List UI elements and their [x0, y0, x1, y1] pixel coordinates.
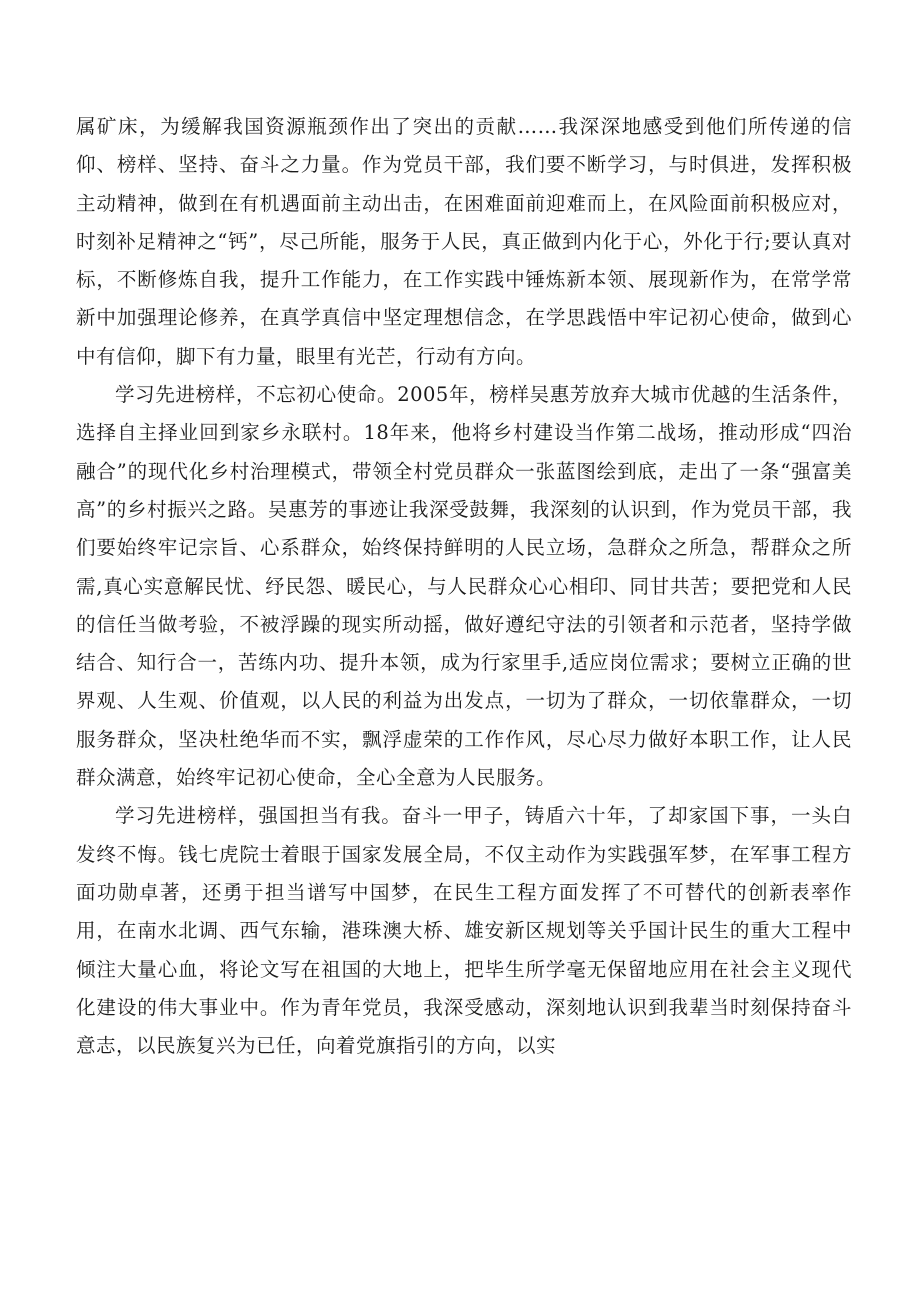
paragraph-1: 属矿床，为缓解我国资源瓶颈作出了突出的贡献……我深深地感受到他们所传递的信仰、榜样、坚持、奋斗之力量。作为党员干部，我们要不断学习，与时俱进，发挥积极主动精神，做到在有机遇面前主动出击，在困难面前迎难而上，在风险面前积极应对，时刻补足精神之“钙”，尽己所能，服务于人民，真正做到内化于心，外化于行;要认真对标，不断修炼自我，提升工作能力，在工作实践中锤炼新本领、展现新作为，在常学常新中加强理论修养，在真学真信中坚定理想信念，在学思践悟中牢记初心使命，做到心中有信仰，脚下有力量，眼里有光芒，行动有方向。 [76, 115, 852, 368]
paragraph-2: 学习先进榜样，不忘初心使命。2005年，榜样吴惠芳放弃大城市优越的生活条件，选择自主择业回到家乡永联村。18年来，他将乡村建设当作第二战场，推动形成“四治融合”的现代化乡村治理模式，带领全村党员群众一张蓝图绘到底，走出了一条“强富美高”的乡村振兴之路。吴惠芳的事迹让我深受鼓舞，我深刻的认识到，作为党员干部，我们要始终牢记宗旨、心系群众，始终保持鲜明的人民立场，急群众之所急，帮群众之所需,真心实意解民忧、纾民怨、暖民心，与人民群众心心相印、同甘共苦；要把党和人民的信任当做考验，不被浮躁的现实所动摇，做好遵纪守法的引领者和示范者，坚持学做结合、知行合一，苦练内功、提升本领，成为行家里手,适应岗位需求；要树立正确的世界观、人生观、价值观，以人民的利益为出发点，一切为了群众，一切依靠群众，一切服务群众，坚决杜绝华而不实，飘浮虚荣的工作作风，尽心尽力做好本职工作，让人民群众满意，始终牢记初心使命，全心全意为人民服务。 [76, 383, 852, 790]
document-body [76, 108, 852, 1065]
paragraph-3: 学习先进榜样，强国担当有我。奋斗一甲子，铸盾六十年，了却家国下事，一头白发终不悔。钱七虎院士着眼于国家发展全局，不仅主动作为实践强军梦，在军事工程方面功勋卓著，还勇于担当谱写中国梦，在民生工程方面发挥了不可替代的创新表率作用，在南水北调、西气东输，港珠澳大桥、雄安新区规划等关乎国计民生的重大工程中倾注大量心血，将论文写在祖国的大地上，把毕生所学毫无保留地应用在社会主义现代化建设的伟大事业中。作为青年党员，我深受感动，深刻地认识到我辈当时刻保持奋斗意志，以民族复兴为已任，向着党旗指引的方向，以实 [76, 804, 852, 1058]
